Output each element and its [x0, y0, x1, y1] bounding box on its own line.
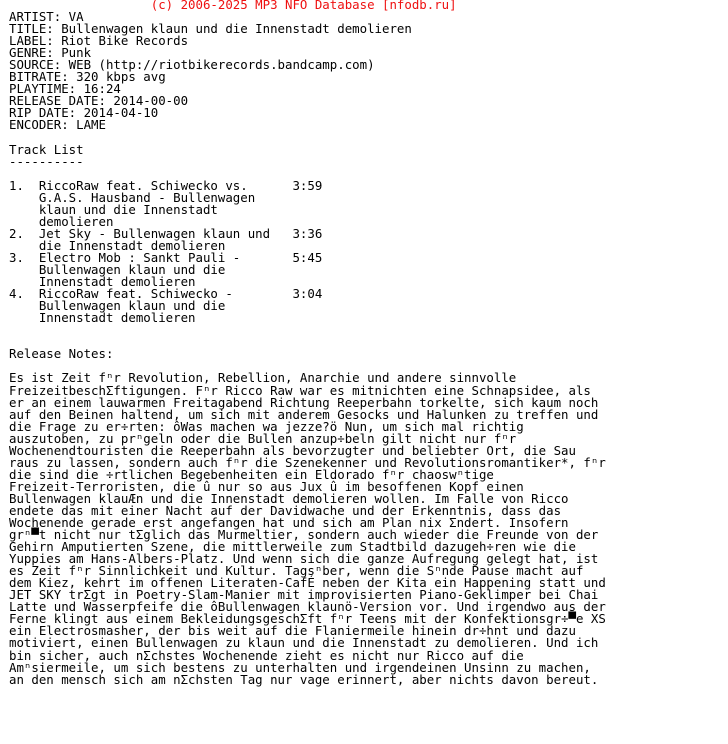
tracklist-underline: ---------- — [9, 153, 84, 169]
track-row: 3. Electro Mob : Sankt Pauli - 5:45 — [9, 249, 323, 265]
release-notes-heading: Release Notes: — [9, 346, 114, 362]
header-rip-date: RIP DATE: 2014-04-10 — [9, 105, 159, 121]
release-notes-line: die sind die ÷rtlichen Begebenheiten ein Eldorado fⁿr chaoswⁿtige — [9, 466, 494, 482]
track-row: Bullenwagen klaun und die — [9, 262, 226, 278]
header-genre: GENRE: Punk — [9, 45, 92, 61]
release-notes-line: ein Electrosmasher, der bis weit auf die Flaniermeile hinein dr÷hnt und dazu — [9, 623, 576, 639]
track-row: Innenstadt demolieren — [9, 274, 196, 290]
release-notes-line: motiviert, einen Bullenwagen zu klaun und die Innenstadt zu demolieren. Und ich — [9, 635, 599, 651]
release-notes-line: raus zu lassen, sondern auch fⁿr die Szenekenner und Revolutionsromantiker*, fⁿr — [9, 454, 606, 470]
track-row: 2. Jet Sky - Bullenwagen klaun und 3:36 — [9, 225, 323, 241]
release-notes-body — [9, 372, 606, 685]
track-row: G.A.S. Hausband - Bullenwagen — [9, 189, 256, 205]
track-row: Innenstadt demolieren — [9, 310, 196, 326]
header-encoder: ENCODER: LAME — [9, 117, 106, 133]
tracklist-rows — [9, 177, 606, 326]
release-notes-line: auszutoben, zu prⁿgeln oder die Bullen anzup÷beln gilt nicht nur fⁿr — [9, 430, 517, 446]
track-row: 4. RiccoRaw feat. Schiwecko - 3:04 — [9, 286, 323, 302]
track-row: klaun und die Innenstadt — [9, 201, 218, 217]
blank-line — [9, 132, 606, 144]
release-notes-line: dem Kiez, kehrt im offenen Literaten-CafÉ neben der Kita ein Happening statt und — [9, 575, 606, 591]
header-title: TITLE: Bullenwagen klaun und die Innenstadt demolieren — [9, 21, 412, 37]
header-source: SOURCE: WEB (http://riotbikerecords.bandcamp.com) — [9, 57, 375, 73]
release-notes-line: an den mensch sich am nΣchsten Tag nur vage erinnert, aber nichts davon bereut. — [9, 671, 599, 687]
release-notes-line: Freizeit-Terroristen, die û nur so aus Jux û im besoffenen Kopf einen — [9, 478, 524, 494]
release-notes-line: auf den Beinen haltend, um sich mit anderem Gesocks und Halunken zu treffen und — [9, 406, 599, 422]
release-notes-line: Wochenende gerade erst angefangen hat und sich am Plan nix Σndert. Insofern — [9, 515, 569, 531]
release-notes-line: Ferne klingt aus einem BekleidungsgeschΣft fⁿr Teens mit der Konfektionsgr÷▀e XS — [9, 611, 606, 627]
release-notes-line: es Zeit fⁿr Sinnlichkeit und Kultur. Tagsⁿber, wenn die Sⁿnde Pause macht auf — [9, 563, 584, 579]
track-row: Bullenwagen klaun und die — [9, 298, 226, 314]
header-playtime: PLAYTIME: 16:24 — [9, 81, 121, 97]
tracklist-heading: Track List — [9, 141, 84, 157]
release-notes-line: Gehirn Amputierten Szene, die mittlerweile zum Stadtbild dazugeh÷ren wie die — [9, 539, 576, 555]
blank-line — [9, 324, 606, 336]
release-notes-line: Wochenendtouristen die Reeperbahn als bevorzugter und beliebter Ort, die Sau — [9, 442, 576, 458]
track-row: demolieren — [9, 213, 114, 229]
release-notes-line: JET SKY trΣgt in Poetry-Slam-Manier mit improvisierten Piano-Geklimper bei Chai — [9, 587, 599, 603]
header-label: LABEL: Riot Bike Records — [9, 33, 189, 49]
release-notes-line: die Frage zu er÷rten: ôWas machen wa jezze?ö Nun, um sich mal richtig — [9, 418, 524, 434]
release-notes-line: grⁿ▀t nicht nur tΣglich das Murmeltier, sondern auch wieder die Freunde von der — [9, 527, 599, 543]
track-row: 1. RiccoRaw feat. Schiwecko vs. 3:59 — [9, 177, 323, 193]
header-release-date: RELEASE DATE: 2014-00-00 — [9, 93, 189, 109]
copyright-banner: (c) 2006-2025 MP3 NFO Database [nfodb.ru] — [9, 0, 457, 12]
release-notes-line: bin sicher, auch nΣchstes Wochenende zieht es nicht nur Ricco auf die — [9, 647, 524, 663]
track-row: die Innenstadt demolieren — [9, 237, 226, 253]
release-notes-line: endete das mit einer Nacht auf der Davidwache und der Erkenntnis, dass das — [9, 502, 562, 518]
release-notes-line: Yuppies am Hans-Albers-Platz. Und wenn sich die ganze Aufregung gelegt hat, ist — [9, 551, 599, 567]
release-notes-line: Bullenwagen klauÆn und die Innenstadt demolieren wollen. Im Falle von Ricco — [9, 490, 569, 506]
release-notes-line: er an einem lauwarmen Freitagabend Richtung Reeperbahn torkelte, sich kaum noch — [9, 394, 599, 410]
header-bitrate: BITRATE: 320 kbps avg — [9, 69, 166, 85]
header-artist: ARTIST: VA — [9, 9, 84, 25]
release-notes-line: FreizeitbeschΣftigungen. Fⁿr Ricco Raw war es mitnichten eine Schnapsidee, als — [9, 382, 591, 398]
release-notes-line: Latte und Wasserpfeife die ôBullenwagen klaunö-Version vor. Und irgendwo aus der — [9, 599, 606, 615]
release-notes-line: Es ist Zeit fⁿr Revolution, Rebellion, Anarchie und andere sinnvolle — [9, 370, 517, 386]
nfo-document — [9, 0, 606, 686]
release-notes-line: Amⁿsiermeile, um sich bestens zu unterhalten und irgendeinen Unsinn zu machen, — [9, 659, 591, 675]
